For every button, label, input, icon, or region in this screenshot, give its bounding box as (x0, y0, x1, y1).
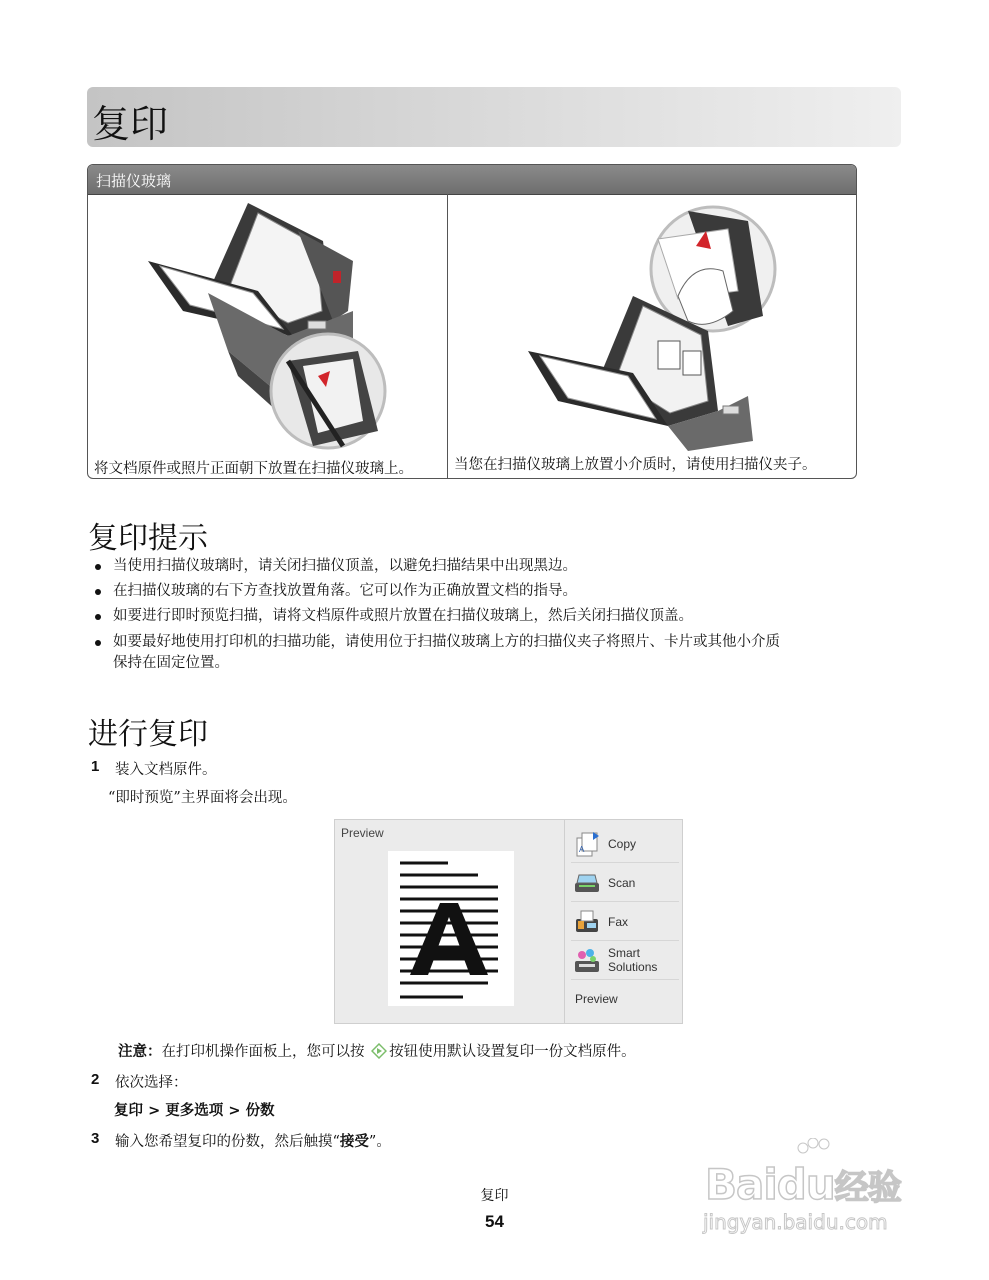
menu-path (114, 1099, 275, 1120)
screen-divider (564, 820, 565, 1023)
watermark-brand: Baidu经验 (705, 1160, 901, 1209)
panel-divider (447, 194, 448, 478)
svg-text:A: A (579, 845, 585, 854)
bullet-dot (95, 589, 101, 595)
note-line (118, 1040, 636, 1061)
scan-icon (573, 869, 601, 897)
step-number: 1 (91, 758, 100, 775)
step3-text-b: ”。 (368, 1134, 391, 1150)
note-label: 注意： (118, 1043, 162, 1060)
printer-open-lid-illustration (138, 201, 398, 451)
step1-text: 装入文档原件。 (115, 762, 217, 778)
tip-text: 如要进行即时预览扫描，请将文档原件或照片放置在扫描仪玻璃上，然后关闭扫描仪顶盖。 (113, 608, 693, 624)
document-preview-thumbnail (388, 851, 514, 1006)
fax-label: Fax (608, 915, 629, 929)
copying-heading: 进行复印 (88, 717, 208, 752)
step1-note: “即时预览”主界面将会出现。 (108, 790, 297, 806)
footer-title: 复印 (480, 1188, 509, 1204)
preview-label: Preview (575, 992, 618, 1006)
tip-text: 当使用扫描仪玻璃时，请关闭扫描仪顶盖，以避免扫描结果中出现黑边。 (113, 558, 577, 574)
solutions-label: Solutions (608, 960, 658, 974)
step-number: 3 (91, 1130, 100, 1147)
tip-text: 在扫描仪玻璃的右下方查找放置角落。它可以作为正确放置文档的指导。 (113, 583, 577, 599)
smart-label: Smart (608, 946, 641, 960)
scanner-glass-panel (87, 164, 857, 479)
bullet-dot (95, 564, 101, 570)
page-number: 54 (485, 1212, 504, 1231)
chapter-title: 复印 (92, 102, 169, 146)
tip-item (95, 581, 905, 603)
path-separator: > (228, 1103, 241, 1119)
scanner-clip-illustration (528, 201, 828, 451)
step3-text (115, 1130, 391, 1151)
smart-solutions-icon (573, 947, 601, 975)
copy-label: Copy (608, 837, 637, 851)
start-button-icon (371, 1043, 387, 1059)
tip-item (95, 556, 905, 578)
tip-item (95, 632, 905, 676)
copy-icon (573, 830, 601, 858)
paw-icon (795, 1138, 835, 1168)
tip-text-continued: 保持在固定位置。 (113, 655, 229, 671)
scanner-glass-header-label: 扫描仪玻璃 (96, 172, 172, 190)
preview-area-label: Preview (341, 826, 384, 840)
tips-heading: 复印提示 (88, 521, 208, 556)
preview-menu-item[interactable] (571, 980, 679, 1018)
smart-solutions-menu-item[interactable] (571, 941, 679, 980)
step-number: 2 (91, 1071, 100, 1088)
step2-text: 依次选择： (115, 1075, 188, 1091)
path-more-options: 更多选项 (165, 1103, 224, 1119)
baidu-watermark-logo (695, 1138, 945, 1238)
right-caption: 当您在扫描仪玻璃上放置小介质时，请使用扫描仪夹子。 (454, 457, 817, 473)
left-caption: 将文档原件或照片正面朝下放置在扫描仪玻璃上。 (94, 461, 413, 477)
scanner-glass-header (88, 165, 856, 195)
fax-icon (573, 908, 601, 936)
path-copy: 复印 (114, 1103, 143, 1119)
note-text-before: 在打印机操作面板上，您可以按 (161, 1044, 365, 1060)
scan-label: Scan (608, 876, 636, 890)
bullet-dot (95, 614, 101, 620)
bullet-dot (95, 640, 101, 646)
note-text-after: 按钮使用默认设置复印一份文档原件。 (389, 1044, 636, 1060)
tip-text: 如要最好地使用打印机的扫描功能，请使用位于扫描仪玻璃上方的扫描仪夹子将照片、卡片或其他小介质 (113, 634, 780, 650)
path-copies: 份数 (245, 1103, 275, 1119)
printer-home-screen (334, 819, 683, 1024)
scan-menu-item[interactable] (571, 863, 679, 902)
tip-item (95, 606, 905, 628)
step3-text-a: 输入您希望复印的份数，然后触摸“ (115, 1134, 340, 1150)
accept-term: 接受 (339, 1133, 369, 1150)
fax-menu-item[interactable] (571, 902, 679, 941)
watermark-url: jingyan.baidu.com (703, 1210, 888, 1234)
path-separator: > (148, 1103, 161, 1119)
copy-menu-item[interactable] (571, 824, 679, 863)
chapter-header-bar (87, 87, 901, 147)
